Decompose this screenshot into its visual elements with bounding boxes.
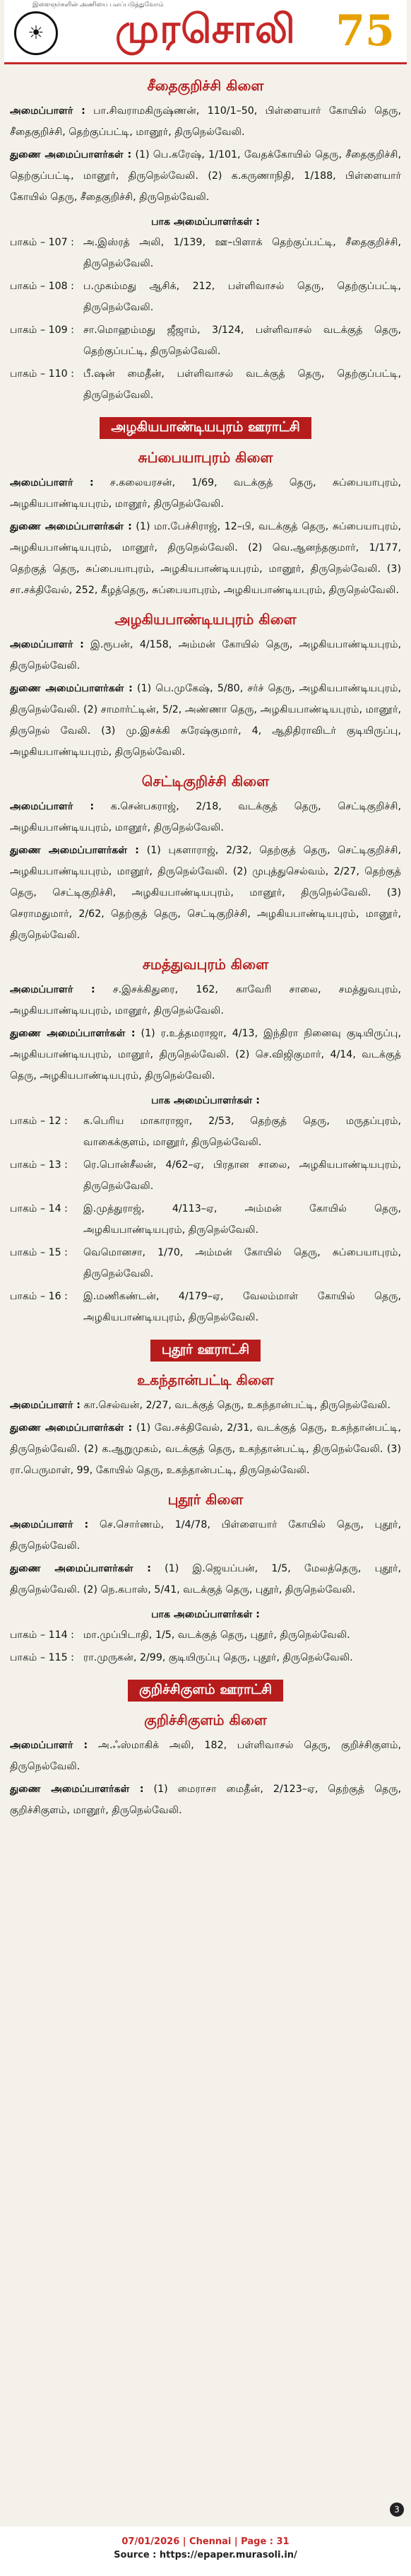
deputy-organizers-entry (10, 840, 401, 946)
booth-number: பாகம் – 12 : (10, 1116, 68, 1127)
booth-entry (10, 320, 401, 362)
newspaper-title: முரசொலி (115, 5, 296, 52)
page-marker: 3 (390, 2502, 404, 2517)
booth-entry (10, 276, 401, 318)
entry-label: அமைப்பாளர் : (10, 1740, 88, 1751)
booth-organizers-heading: பாக அமைப்பாளர்கள் : (151, 216, 260, 228)
entry-text: (1) புகளாராஜ், 2/32, தெற்குத் தெரு, செட்டிகுறிச்சி, அழகியபாண்டியபுரம், மானூர், திருநெல்வேலி. (2) முபுத்துசெல்வம், 2/27, தெற்குத் தெரு, செட்டிகுறிச்சி, அழகியபாண்டியபுரம், மானூர், திருநெல்வேலி. (3) செராமதுமார், 2/62, தெற்குத் தெரு, செட்டிகுறிச்சி, அழகியபாண்டியபுரம், மானூர், திருநெல்வேலி. (10, 845, 401, 941)
deputy-organizers-entry (10, 144, 401, 208)
booth-entry (10, 1242, 401, 1284)
deputy-organizers-entry (10, 516, 401, 601)
entry-text: இ.ரூபன், 4/158, அம்மன் கோயில் தெரு, அழகியபாண்டியபுரம், திருநெல்வேலி. (10, 639, 402, 672)
panchayat-banner: அழகியபாண்டியபுரம் ஊராட்சி (100, 417, 311, 439)
entry-label: துணை அமைப்பாளர்கள் : (10, 1422, 133, 1434)
booth-organizers-heading: பாக அமைப்பாளர்கள் : (151, 1095, 260, 1106)
entry-label: அமைப்பாளர் : (10, 639, 84, 650)
entry-label: துணை அமைப்பாளர்கள் : (10, 1563, 151, 1574)
booth-number: பாகம் – 108 : (10, 281, 74, 292)
footer-date-line: 07/01/2026 | Chennai | Page : 31 (121, 2536, 290, 2547)
entry-label: அமைப்பாளர் : (10, 801, 95, 812)
masthead (4, 0, 407, 64)
branch-heading: உகந்தான்பட்டி கிளை (137, 1371, 274, 1388)
deputy-organizers-entry (10, 1023, 401, 1087)
entry-label: துணை அமைப்பாளர்கள் : (10, 845, 139, 856)
entry-text: (1) ர.உத்தமராஜா, 4/13, இந்திரா நினைவு குடியிருப்பு, அழகியபாண்டியபுரம், மானூர், திருநெல்வேலி. (2) செ.விஜிகுமார், 4/14, வடக்குத் தெரு, அழகியபாண்டியபுரம், திருநெல்வேலி. (10, 1028, 401, 1082)
panchayat-banner: குறிச்சிகுளம் ஊராட்சி (128, 1680, 283, 1702)
entry-label: அமைப்பாளர் : (10, 1400, 81, 1411)
entry-label: துணை அமைப்பாளர்கள் : (10, 1784, 144, 1795)
entry-label: அமைப்பாளர் : (10, 1519, 89, 1530)
booth-entry (10, 1647, 401, 1668)
booth-text: க.பெரிய மாகாராஜா, 2/53, தெற்குத் தெரு, மருதப்புரம், வாகைக்குளம், மானூர், திருநெல்வேலி. (83, 1116, 401, 1148)
booth-number: பாகம் – 115 : (10, 1652, 74, 1663)
booth-entry (10, 232, 401, 274)
entry-label: அமைப்பாளர் : (10, 477, 94, 488)
entry-text: (1) பெ.கரேஷ், 1/101, வேதக்கோயில் தெரு, சீதைகுறிச்சி, தெற்குப்பட்டி, மானூர், திருநெல்வேலி. (2) க.கருணாநிதி, 1/188, பிள்ளையார் கோயில் தெரு, சீதைகுறிச்சி, திருநெல்வேலி. (10, 149, 401, 203)
booth-number: பாகம் – 114 : (10, 1629, 74, 1641)
organizer-entry (10, 1514, 401, 1557)
booth-number: பாகம் – 109 : (10, 324, 74, 336)
branch-heading: அழகியபாண்டியபுரம் கிளை (114, 611, 297, 628)
entry-label: அமைப்பாளர் : (10, 105, 85, 117)
booth-text: இ.மணிகண்டன், 4/179–ஏ, வேலம்மாள் கோயில் தெரு, அழகியபாண்டியபுரம், திருநெல்வேலி. (83, 1291, 401, 1323)
branch-heading: சமத்துவபுரம் கிளை (142, 956, 269, 973)
booth-number: பாகம் – 16 : (10, 1291, 68, 1302)
booth-entry (10, 1111, 401, 1153)
entry-label: அமைப்பாளர் : (10, 984, 95, 995)
entry-text: (1) வே.சக்திவேல், 2/31, வடக்குத் தெரு, உகந்தான்பட்டி, திருநெல்வேலி. (2) க.ஆறுமுகம், வடக்குத் தெரு, உகந்தான்பட்டி, திருநெல்வேலி. (3) ரா.பெருமாள், 99, கோயில் தெரு, உகந்தான்பட்டி, திருநெல்வேலி. (10, 1422, 401, 1476)
booth-text: மா.முப்பிடாதி, 1/5, வடக்குத் தெரு, புதூர், திருநெல்வேலி. (83, 1629, 350, 1641)
booth-text: ரா.முருகன், 2/99, குடியிருப்பு தெரு, புதூர், திருநெல்வேலி. (83, 1652, 353, 1663)
organizer-entry (10, 472, 401, 515)
deputy-organizers-entry (10, 678, 401, 763)
entry-text: (1) மைராசா மைதீன், 2/123–ஏ, தெற்குத் தெரு, குறிச்சிகுளம், மானூர், திருநெல்வேலி. (10, 1784, 402, 1816)
branch-heading: சுப்பையாபுரம் கிளை (138, 449, 273, 466)
anniversary-logo: 75 (335, 6, 395, 56)
booth-text: பீ.ஷன் மைதீன், பள்ளிவாசல் வடக்குத் தெரு, தெற்குப்பட்டி, திருநெல்வேலி. (83, 368, 401, 401)
entry-text: (1) மா.பேச்சிராஜ், 12–பி, வடக்குத் தெரு, சுப்பையாபுரம், அழகியபாண்டியபுரம், மானூர், திருநெல்வேலி. (2) வெ.ஆனந்தகுமார், 1/177, தெற்குத் தெரு, சுப்பையாபுரம், அழகியபாண்டியபுரம், மானூர், திருநெல்வேலி. (3) சா.சக்திவேல், 252, கீழத்தெரு, சுப்பையாபுரம், அழகியபாண்டியபுரம், திருநெல்வேலி. (10, 521, 401, 596)
organizer-entry (10, 634, 401, 677)
entry-text: ச.இசக்கிதுரை, 162, காவேரி சாலை, சமத்துவபுரம், அழகியபாண்டியபுரம், மானூர், திருநெல்வேலி. (10, 984, 401, 1017)
panchayat-banner: புதூர் ஊராட்சி (150, 1340, 261, 1362)
entry-label: துணை அமைப்பாளர்கள் : (10, 1028, 136, 1039)
booth-number: பாகம் – 110 : (10, 368, 74, 380)
deputy-organizers-entry (10, 1417, 401, 1481)
booth-entry (10, 1154, 401, 1197)
deputy-organizers-entry (10, 1779, 401, 1821)
deputy-organizers-entry (10, 1558, 401, 1600)
organizer-entry (10, 100, 401, 143)
booth-text: இ.முத்துராஜ், 4/113–ஏ, அம்மன் கோயில் தெரு, அழகியபாண்டியபுரம், திருநெல்வேலி. (83, 1203, 401, 1236)
entry-text: ச.கலையரசன், 1/69, வடக்குத் தெரு, சுப்பையாபுரம், அழகியபாண்டியபுரம், மானூர், திருநெல்வேலி. (10, 477, 402, 510)
booth-text: சா.மொஹம்மது ஜீஜாம், 3/124, பள்ளிவாசல் வடக்குத் தெரு, தெற்குப்பட்டி, திருநெல்வேலி. (83, 324, 401, 357)
entry-label: துணை அமைப்பாளர்கள் : (10, 683, 133, 694)
booth-number: பாகம் – 13 : (10, 1159, 68, 1171)
booth-entry (10, 1624, 401, 1646)
booth-number: பாகம் – 14 : (10, 1203, 68, 1214)
organizer-entry (10, 1395, 401, 1416)
booth-organizers-heading: பாக அமைப்பாளர்கள் : (151, 1609, 260, 1620)
entry-text: அ.ஃஸ்மாகிக் அலி, 182, பள்ளிவாசல் தெரு, குறிச்சிகுளம், திருநெல்வேலி. (10, 1740, 402, 1772)
booth-text: ப.முகம்மது ஆசிக், 212, பள்ளிவாசல் தெரு, தெற்குப்பட்டி, திருநெல்வேலி. (83, 281, 401, 313)
booth-text: வெமொனசா, 1/70, அம்மன் கோயில் தெரு, சுப்பையாபுரம், திருநெல்வேலி. (83, 1247, 401, 1280)
entry-text: (1) பெ.முகேஷ், 5/80, சர்ச் தெரு, அழகியபாண்டியபுரம், திருநெல்வேலி. (2) சாமார்ட்டின், 5/2, அண்ணா தெரு, அழகியபாண்டியபுரம், மானூர், திருநெல் வேலி. (3) மு.இசக்கி சுரேஷ்குமார், 4, ஆதிதிராவிடர் குடியிருப்பு, அழகியபாண்டியபுரம், திருநெல்வேலி. (10, 683, 402, 758)
booth-number: பாகம் – 107 : (10, 237, 74, 248)
branch-heading: குறிச்சிகுளம் கிளை (144, 1711, 267, 1728)
booth-entry (10, 1198, 401, 1241)
booth-text: அ.இஸ்ரத் அலி, 1/139, ஊ–பிளாக் தெற்குப்பட்டி, சீதைகுறிச்சி, திருநெல்வேலி. (83, 237, 401, 269)
entry-text: க.சென்பகராஜ், 2/18, வடக்குத் தெரு, செட்டிகுறிச்சி, அழகியபாண்டியபுரம், மானூர், திருநெல்வேலி. (10, 801, 402, 833)
entry-text: செ.சொர்ணம், 1/4/78, பிள்ளையார் கோயில் தெரு, புதூர், திருநெல்வேலி. (10, 1519, 401, 1552)
entry-text: கா.செல்வன், 2/27, வடக்குத் தெரு, உகந்தான்பட்டி, திருநெல்வேலி. (83, 1400, 391, 1411)
article-body (4, 64, 407, 1821)
entry-text: பா.சிவராமகிருஷ்ணன், 110/1–50, பிள்ளையார் கோயில் தெரு, சீதைகுறிச்சி, தெற்குப்பட்டி, மானூர், திருநெல்வேலி. (10, 105, 402, 138)
booth-entry (10, 363, 401, 406)
booth-text: ரெ.பொன்சீலன், 4/62–ஏ, பிரதான சாலை, அழகியபாண்டியபுரம், திருநெல்வேலி. (83, 1159, 401, 1192)
booth-entry (10, 1286, 401, 1328)
organizer-entry (10, 1735, 401, 1777)
page-footer (0, 2527, 411, 2576)
booth-number: பாகம் – 15 : (10, 1247, 68, 1258)
footer-source-link[interactable]: Source : https://epaper.murasoli.in/ (114, 2550, 297, 2560)
entry-text: (1) இ.ஜெயப்பன், 1/5, மேலத்தெரு, புதூர், திருநெல்வேலி. (2) நெ.கபாஸ், 5/41, வடக்குத் தெரு, புதூர், திருநெல்வேலி. (10, 1563, 402, 1596)
entry-label: துணை அமைப்பாளர்கள் : (10, 521, 132, 532)
entry-label: துணை அமைப்பாளர்கள் : (10, 149, 132, 160)
branch-heading: புதூர் கிளை (167, 1491, 244, 1508)
branch-heading: சீதைகுறிச்சி கிளை (147, 77, 264, 94)
organizer-entry (10, 979, 401, 1021)
organizer-entry (10, 796, 401, 838)
party-emblem-icon: ☀ (14, 11, 58, 55)
masthead-tagline: இளைஞர்களின் அணியை பலப்படுத்துவோம் (32, 1, 164, 8)
branch-heading: செட்டிகுறிச்சி கிளை (141, 773, 270, 790)
